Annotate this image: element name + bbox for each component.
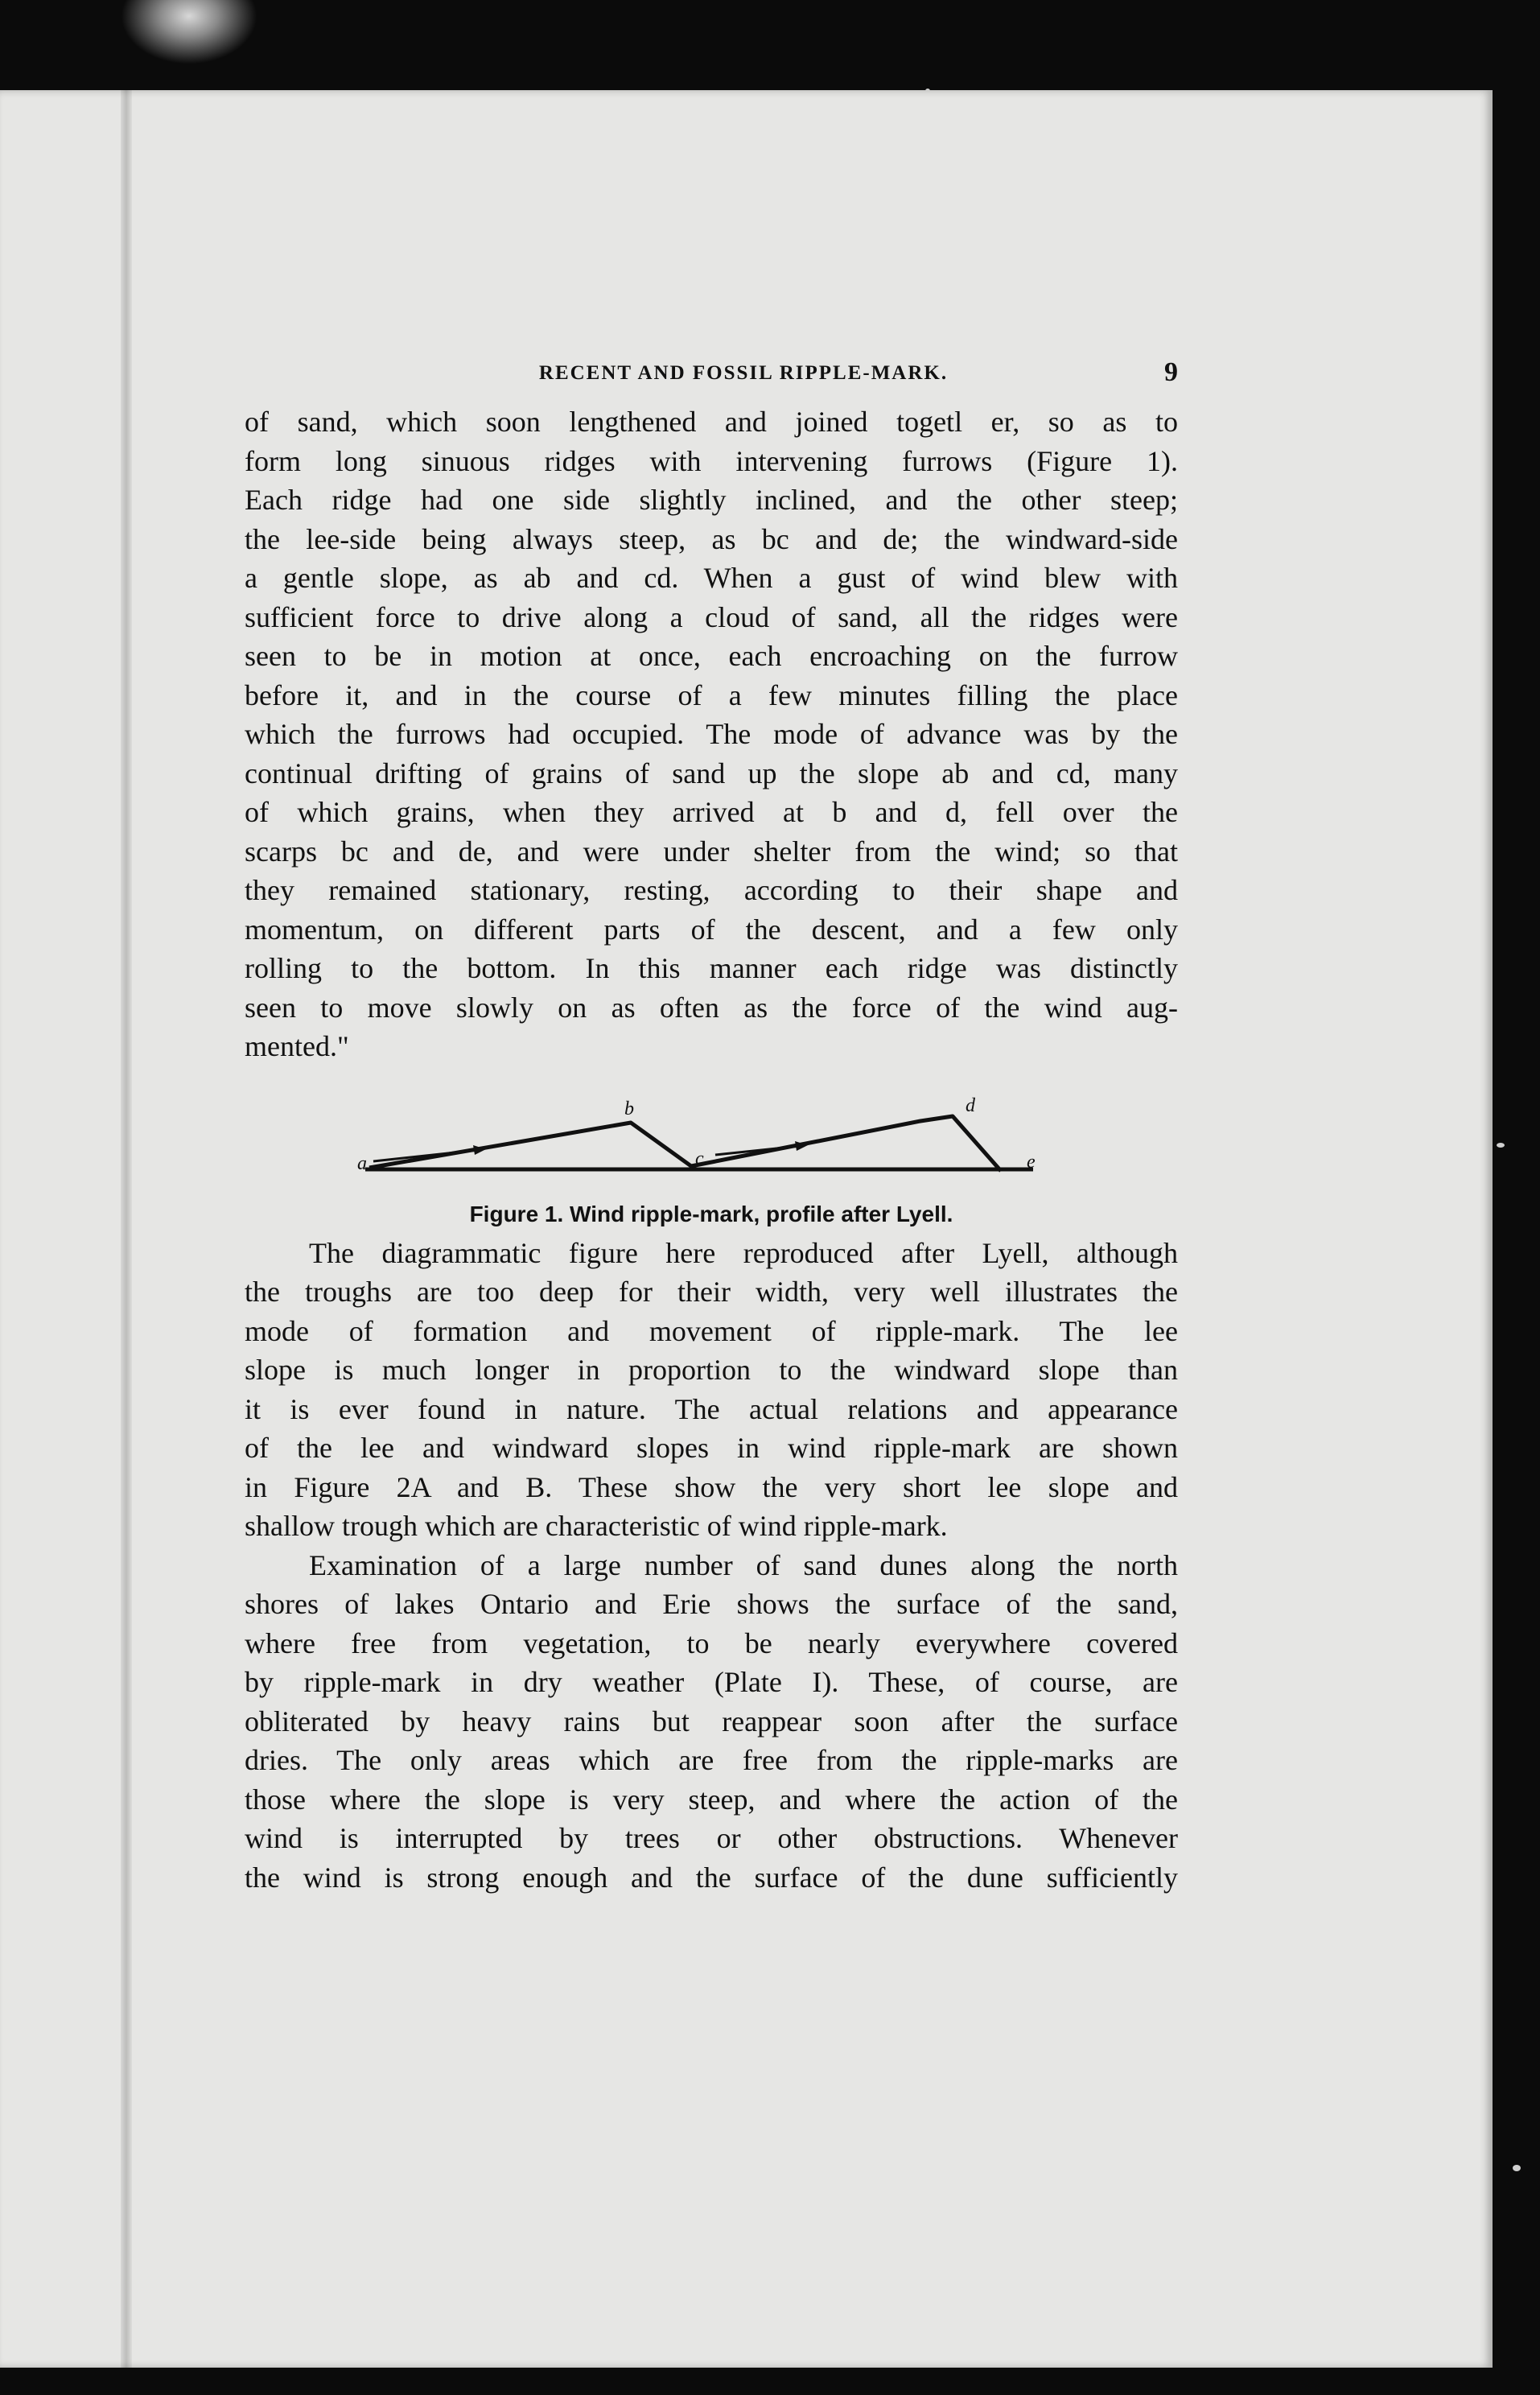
text-line: the lee-side being always steep, as bc and de; the windward-side (245, 522, 1178, 555)
text-line: continual drifting of grains of sand up the slope ab and cd, many (245, 756, 1178, 789)
text-line: which the furrows had occupied. The mode of advance was by the (245, 718, 1178, 750)
label-b: b (624, 1098, 634, 1119)
page-number: 9 (1164, 357, 1178, 387)
text-line: dries. The only areas which are free from the ripple-marks are (245, 1744, 1178, 1776)
text-line: mented." (245, 1030, 349, 1062)
text-line: where free from vegetation, to be nearly everywhere covered (245, 1626, 1178, 1659)
label-a: a (357, 1152, 367, 1174)
paragraph-2 (245, 1234, 1178, 1546)
figure-1-diagram (245, 1097, 1178, 1187)
figure-1-caption: Figure 1. Wind ripple-mark, profile after Lyell. (469, 1201, 953, 1226)
text-line: of sand, which soon lengthened and joined togetl er, so as to (245, 406, 1178, 438)
text-line: it is ever found in nature. The actual relations and appearance (245, 1392, 1178, 1425)
text-line: form long sinuous ridges with intervening furrows (Figure 1). (245, 444, 1178, 477)
running-head (245, 354, 1178, 402)
text-line: mode of formation and movement of ripple-mark. The lee (245, 1314, 1178, 1347)
text-line: a gentle slope, as ab and cd. When a gust of wind blew with (245, 562, 1178, 594)
text-line: Each ridge had one side slightly inclined, and the other steep; (245, 484, 1178, 516)
text-line: wind is interrupted by trees or other obstructions. Whenever (245, 1822, 1178, 1854)
text-line: they remained stationary, resting, according to their shape and (245, 874, 1178, 906)
text-line: sufficient force to drive along a cloud of sand, all the ridges were (245, 600, 1178, 633)
label-c: c (695, 1148, 704, 1169)
text-line: scarps bc and de, and were under shelter from the wind; so that (245, 835, 1178, 868)
text-line: shallow trough which are characteristic of wind ripple-mark. (245, 1510, 948, 1542)
paragraph-1 (245, 402, 1178, 1066)
text-line: shores of lakes Ontario and Erie shows the surface of the sand, (245, 1588, 1178, 1620)
text-line: slope is much longer in proportion to the windward slope than (245, 1354, 1178, 1386)
label-e: e (1027, 1151, 1036, 1173)
text-line: by ripple-mark in dry weather (Plate I). These, of course, are (245, 1666, 1178, 1698)
ripple-profile-line (369, 1116, 1001, 1171)
paragraph-3 (245, 1546, 1178, 1898)
text-line: the troughs are too deep for their width, very well illustrates the (245, 1276, 1178, 1308)
text-line: the wind is strong enough and the surface of the dune sufficiently (245, 1861, 1178, 1894)
dust-speck (1497, 1143, 1505, 1148)
ripple-profile-diagram (245, 1097, 1178, 1187)
dust-speck (1513, 2165, 1521, 2171)
text-line: seen to be in motion at once, each encroaching on the furrow (245, 640, 1178, 672)
text-line: obliterated by heavy rains but reappear soon after the surface (245, 1705, 1178, 1738)
text-line: Examination of a large number of sand dunes along the north (309, 1548, 1178, 1581)
running-head-title: RECENT AND FOSSIL RIPPLE-MARK. (538, 362, 949, 384)
text-line: those where the slope is very steep, and where the action of the (245, 1783, 1178, 1816)
page-content (245, 354, 1178, 1897)
text-line: in Figure 2A and B. These show the very short lee slope and (245, 1470, 1178, 1503)
text-line: before it, and in the course of a few minutes filling the place (245, 678, 1178, 711)
text-line: rolling to the bottom. In this manner each ridge was distinctly (245, 952, 1178, 984)
text-line: of the lee and windward slopes in wind ripple-mark are shown (245, 1432, 1178, 1464)
text-line: The diagrammatic figure here reproduced after Lyell, although (309, 1236, 1178, 1269)
text-line: seen to move slowly on as often as the force of the wind aug- (245, 991, 1178, 1024)
text-line: momentum, on different parts of the descent, and a few only (245, 913, 1178, 946)
label-d: d (966, 1096, 975, 1116)
scan-glare (121, 0, 257, 64)
page-gutter (121, 90, 132, 2368)
text-line: of which grains, when they arrived at b and d, fell over the (245, 796, 1178, 828)
